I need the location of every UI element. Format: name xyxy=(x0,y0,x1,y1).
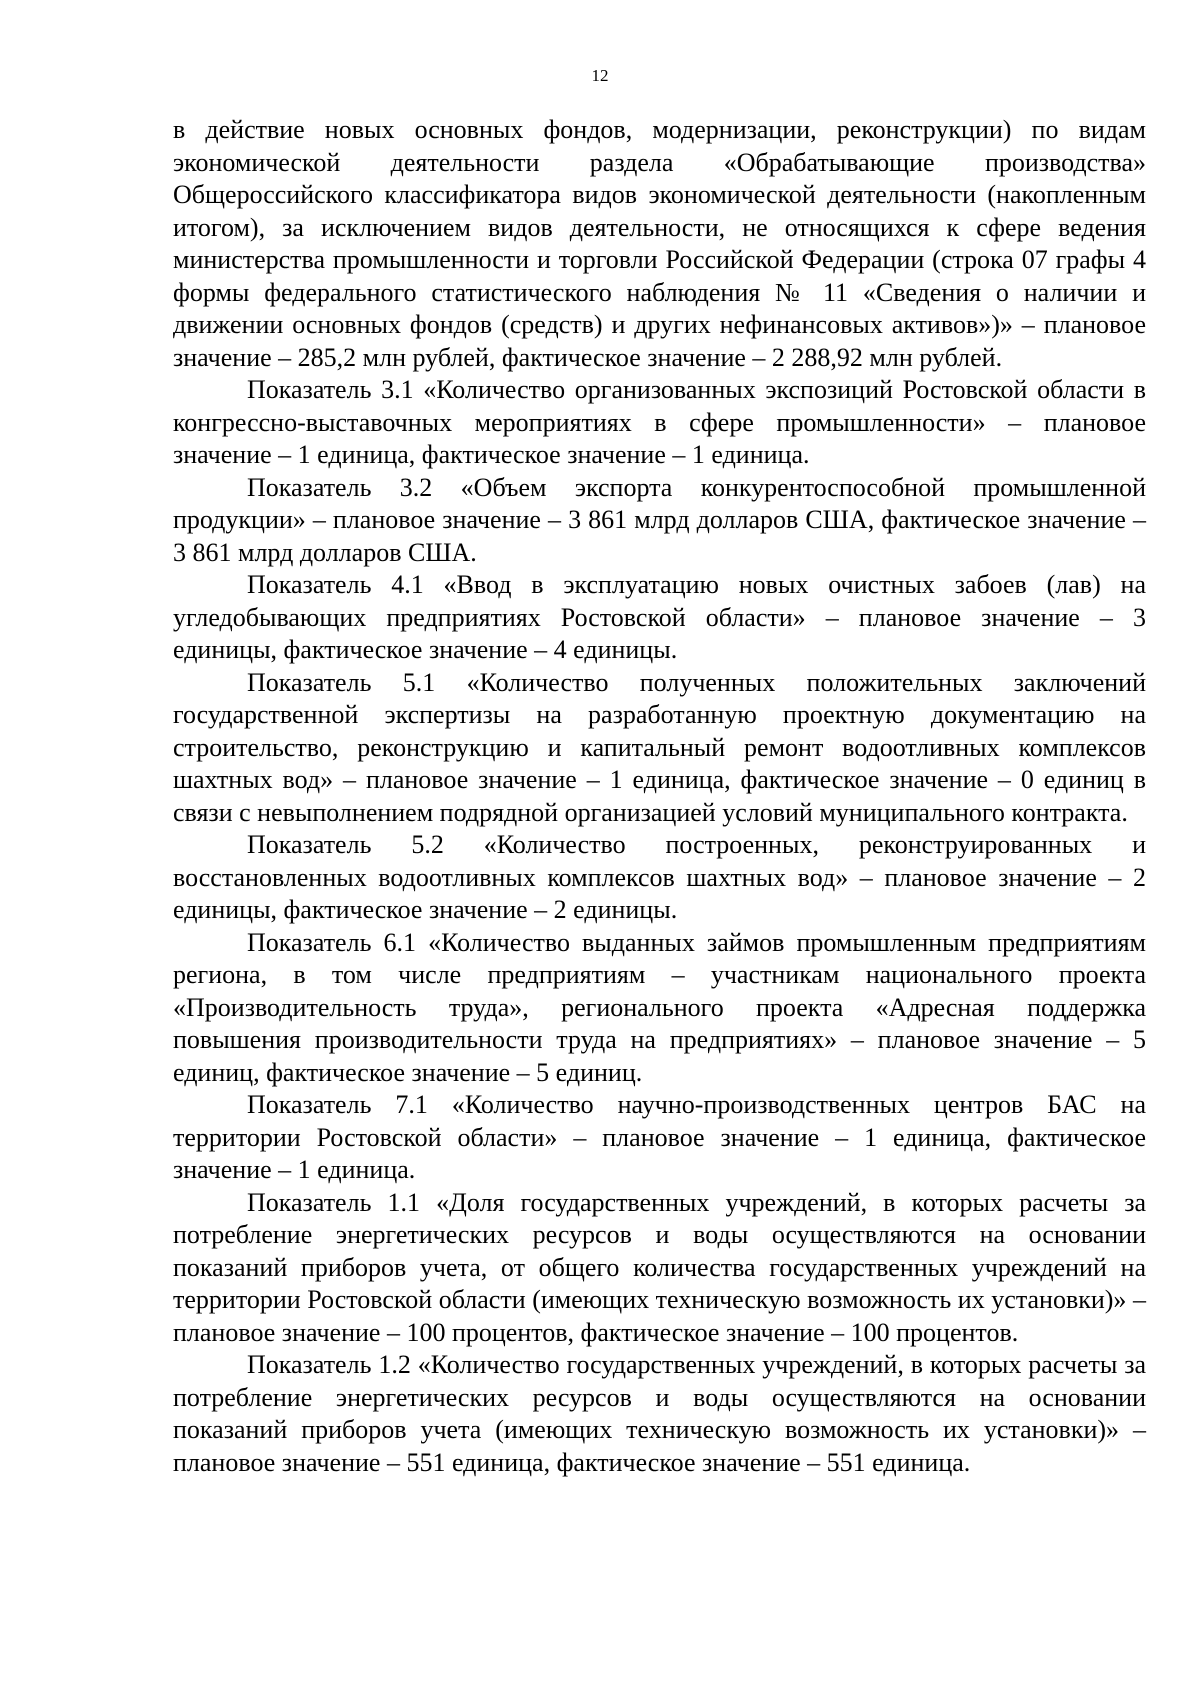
paragraph-indicator-1-1: Показатель 1.1 «Доля государственных учреждений, в которых расчеты за потребление энергетических ресурсов и воды осуществляются на основании показаний приборов учета, от общего количества государственных учреждений на территории Ростовской области (имеющих техническую возможность их установки)» – плановое значение – 100 процентов, фактическое значение – 100 процентов. xyxy=(173,1187,1146,1347)
paragraph-indicator-3-1: Показатель 3.1 «Количество организованных экспозиций Ростовской области в конгрессно-выставочных мероприятиях в сфере промышленности» – плановое значение – 1 единица, фактическое значение – 1 единица. xyxy=(173,375,1146,469)
paragraph-indicator-3-2: Показатель 3.2 «Объем экспорта конкурентоспособной промышленной продукции» – плановое значение – 3 861 млрд долларов США, фактическое значение – 3 861 млрд долларов США. xyxy=(173,472,1146,567)
body-text xyxy=(173,114,1146,1479)
paragraph-indicator-1-2: Показатель 1.2 «Количество государственных учреждений, в которых расчеты за потребление энергетических ресурсов и воды осуществляются на основании показаний приборов учета (имеющих техническую возможность их установки)» – плановое значение – 551 единица, фактическое значение – 551 единица. xyxy=(173,1350,1146,1477)
paragraph-indicator-5-2: Показатель 5.2 «Количество построенных, реконструированных и восстановленных водоотливных комплексов шахтных вод» – плановое значение – 2 единицы, фактическое значение – 2 единицы. xyxy=(173,830,1146,924)
paragraph-indicator-4-1: Показатель 4.1 «Ввод в эксплуатацию новых очистных забоев (лав) на угледобывающих предприятиях Ростовской области» – плановое значение – 3 единицы, фактическое значение – 4 единицы. xyxy=(173,570,1146,664)
paragraph-continuation: в действие новых основных фондов, модернизации, реконструкции) по видам экономической деятельности раздела «Обрабатывающие производства» Общероссийского классификатора видов экономической деятельности (накопленным итогом), за исключением видов деятельности, не относящихся к сфере ведения министерства промышленности и торговли Российской Федерации (строка 07 графы 4 формы федерального статистического наблюдения № 11 «Сведения о наличии и движении основных фондов (средств) и других нефинансовых активов»)» – плановое значение – 285,2 млн рублей, фактическое значение – 2 288,92 млн рублей. xyxy=(173,115,1146,372)
paragraph-indicator-6-1: Показатель 6.1 «Количество выданных займов промышленным предприятиям региона, в том числе предприятиям – участникам национального проекта «Производительность труда», регионального проекта «Адресная поддержка повышения производительности труда на предприятиях» – плановое значение – 5 единиц, фактическое значение – 5 единиц. xyxy=(173,927,1146,1087)
paragraph-indicator-7-1: Показатель 7.1 «Количество научно-производственных центров БАС на территории Ростовской области» – плановое значение – 1 единица, фактическое значение – 1 единица. xyxy=(173,1090,1146,1184)
paragraph-indicator-5-1: Показатель 5.1 «Количество полученных положительных заключений государственной экспертизы на разработанную проектную документацию на строительство, реконструкцию и капитальный ремонт водоотливных комплексов шахтных вод» – плановое значение – 1 единица, фактическое значение – 0 единиц в связи с невыполнением подрядной организацией условий муниципального контракта. xyxy=(173,667,1146,827)
page-number: 12 xyxy=(591,66,609,85)
